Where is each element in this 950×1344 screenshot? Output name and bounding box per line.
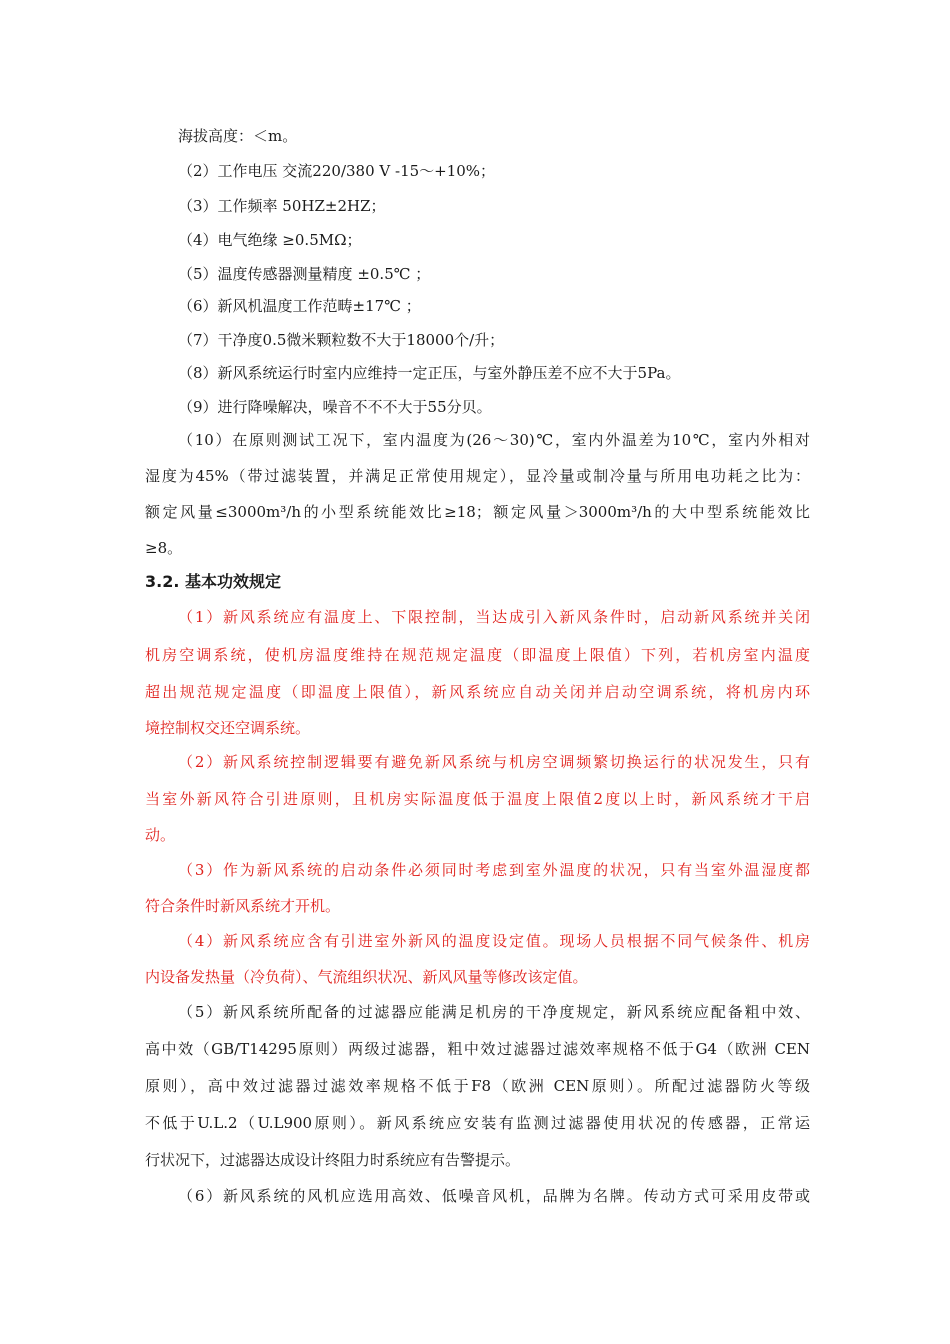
section-heading: 3.2. 基本功效规定 xyxy=(145,572,281,591)
spec-temperature-range: （6）新风机温度工作范畴±17℃ ； xyxy=(178,297,421,315)
spec-voltage: （2）工作电压 交流220/380 V -15～+10%； xyxy=(178,162,496,180)
function-4-line-1: （4）新风系统应含有引进室外新风的温度设定值。现场人员根据不同气候条件、机房 xyxy=(178,932,810,950)
function-6-line-1: （6）新风系统的风机应选用高效、低噪音风机，品牌为名牌。传动方式可采用皮带或 xyxy=(178,1187,810,1205)
function-2-line-2: 当室外新风符合引进原则，且机房实际温度低于温度上限值2度以上时，新风系统才干启 xyxy=(145,790,810,808)
function-5-line-2: 高中效（GB/T14295原则）两级过滤器，粗中效过滤器过滤效率规格不低于G4（欧洲 CEN xyxy=(145,1040,810,1058)
function-3-line-1: （3）作为新风系统的启动条件必须同时考虑到室外温度的状况，只有当室外温湿度都 xyxy=(178,861,810,879)
spec-cleanliness: （7）干净度0.5微米颗粒数不大于18000个/升； xyxy=(178,331,505,349)
function-1-line-3: 超出规范规定温度（即温度上限值），新风系统应自动关闭并启动空调系统，将机房内环 xyxy=(145,683,810,701)
function-1-line-2: 机房空调系统，使机房温度维持在规范规定温度（即温度上限值）下列，若机房室内温度 xyxy=(145,646,810,664)
function-4-line-2: 内设备发热量（冷负荷）、气流组织状况、新风风量等修改该定值。 xyxy=(145,968,588,986)
function-2-line-1: （2）新风系统控制逻辑要有避免新风系统与机房空调频繁切换运行的状况发生，只有 xyxy=(178,753,810,771)
function-5-line-4: 不低于U.L.2（U.L900原则）。新风系统应安装有监测过滤器使用状况的传感器，正常运 xyxy=(145,1114,810,1132)
spec-insulation: （4）电气绝缘 ≥0.5MΩ； xyxy=(178,231,362,249)
spec-efficiency-line-4: ≥8。 xyxy=(145,539,183,557)
spec-altitude: 海拔高度：＜m。 xyxy=(178,127,298,145)
spec-pressure: （8）新风系统运行时室内应维持一定正压，与室外静压差不应不大于5Pa。 xyxy=(178,364,681,382)
spec-sensor-accuracy: （5）温度传感器测量精度 ±0.5℃ ； xyxy=(178,265,431,283)
spec-efficiency-line-3: 额定风量≤3000m³/h的小型系统能效比≥18；额定风量＞3000m³/h的大中型系统能效比 xyxy=(145,503,810,521)
function-3-line-2: 符合条件时新风系统才开机。 xyxy=(145,897,341,915)
function-2-line-3: 动。 xyxy=(145,826,176,844)
function-5-line-5: 行状况下，过滤器达成设计终阻力时系统应有告警提示。 xyxy=(145,1151,521,1169)
function-5-line-1: （5）新风系统所配备的过滤器应能满足机房的干净度规定，新风系统应配备粗中效、 xyxy=(178,1003,810,1021)
spec-frequency: （3）工作频率 50HZ±2HZ； xyxy=(178,197,386,215)
spec-efficiency-line-1: （10）在原则测试工况下，室内温度为(26～30)℃，室内外温差为10℃，室内外相对 xyxy=(178,431,810,449)
spec-efficiency-line-2: 湿度为45%（带过滤装置，并满足正常使用规定），显冷量或制冷量与所用电功耗之比为： xyxy=(145,467,810,485)
spec-noise: （9）进行降噪解决，噪音不不不大于55分贝。 xyxy=(178,398,492,416)
function-5-line-3: 原则），高中效过滤器过滤效率规格不低于F8（欧洲 CEN原则）。所配过滤器防火等级 xyxy=(145,1077,810,1095)
function-1-line-4: 境控制权交还空调系统。 xyxy=(145,719,311,737)
function-1-line-1: （1）新风系统应有温度上、下限控制，当达成引入新风条件时，启动新风系统并关闭 xyxy=(178,608,810,626)
